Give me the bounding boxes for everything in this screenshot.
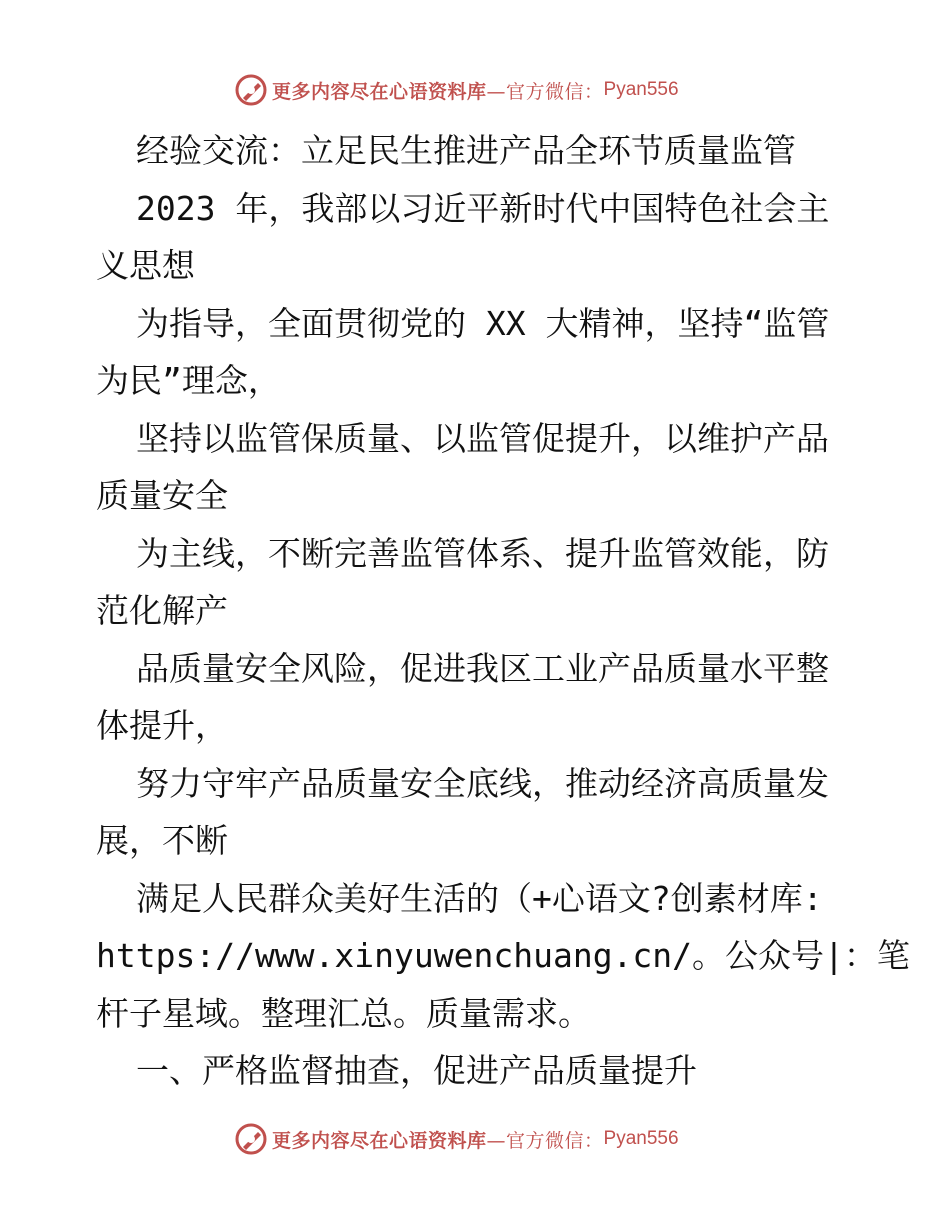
watermark-main-text: 更多内容尽在心语资料库 — [272, 1129, 487, 1152]
watermark-main-text: 更多内容尽在心语资料库 — [272, 80, 487, 103]
document-line: 一、严格监督抽查，促进产品质量提升 — [136, 1051, 697, 1090]
pen-logo-icon — [234, 1122, 268, 1156]
document-line: 经验交流：立足民生推进产品全环节质量监管 — [136, 131, 796, 170]
document-line: 满足人民群众美好生活的（+心语文?创素材库: — [136, 878, 823, 918]
document-line: 为主线，不断完善监管体系、提升监管效能，防 — [136, 533, 829, 573]
document-body — [96, 122, 910, 1100]
watermark-wechat-id: Pyan556 — [603, 1128, 679, 1149]
watermark-banner-bottom — [234, 1122, 679, 1156]
document-line: 体提升， — [96, 706, 228, 745]
document-line: https://www.xinyuwenchuang.cn/。公众号|：笔 — [96, 936, 910, 975]
watermark-wechat-id: Pyan556 — [603, 79, 679, 100]
watermark-sub-text: —官方微信： — [486, 1129, 604, 1152]
watermark-sub-text: —官方微信： — [486, 80, 604, 103]
document-line: 展，不断 — [96, 821, 228, 860]
document-line: 坚持以监管保质量、以监管促提升，以维护产品 — [136, 418, 829, 458]
document-line: 2023 年，我部以习近平新时代中国特色社会主 — [136, 188, 830, 228]
pen-logo-icon — [234, 73, 268, 107]
watermark-banner-top — [234, 73, 679, 107]
document-line: 杆子星域。整理汇总。质量需求。 — [96, 993, 591, 1033]
document-line: 质量安全 — [96, 476, 228, 515]
document-line: 义思想 — [96, 246, 195, 285]
document-line: 为指导，全面贯彻党的 XX 大精神，坚持“监管 — [136, 303, 830, 343]
document-line: 努力守牢产品质量安全底线，推动经济高质量发 — [136, 763, 829, 803]
document-line: 范化解产 — [96, 591, 228, 630]
document-line: 品质量安全风险，促进我区工业产品质量水平整 — [136, 648, 829, 688]
document-line: 为民”理念， — [96, 361, 281, 400]
